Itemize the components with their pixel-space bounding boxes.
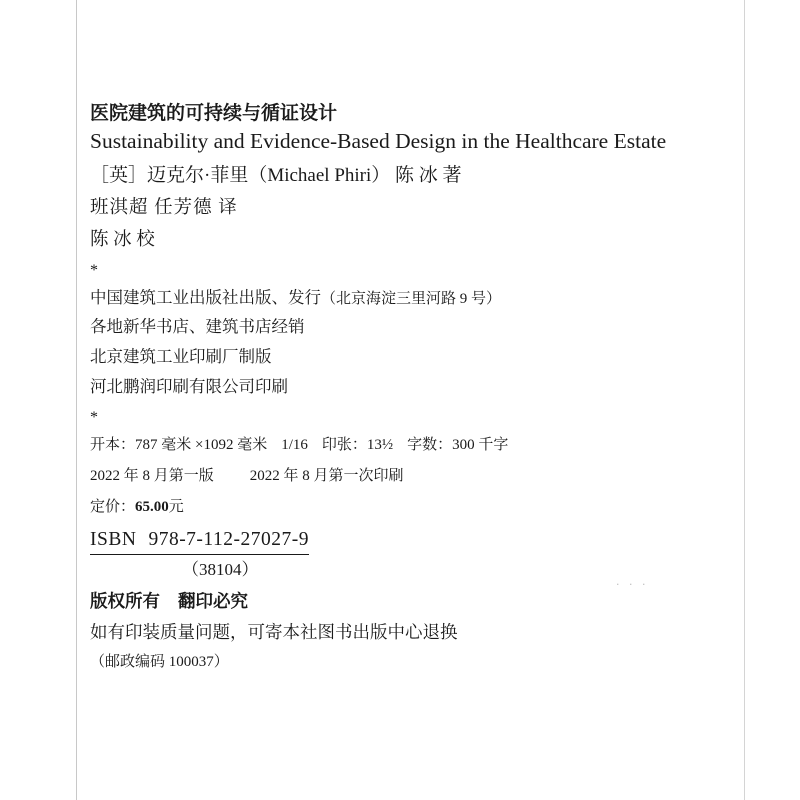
publisher-name: 中国建筑工业出版社出版、发行 [90,288,321,307]
postcode-line: （邮政编码 100037） [90,654,229,670]
title-chinese: 医院建筑的可持续与循证设计 [90,102,338,124]
translators-line: 班淇超 任芳德 译 [90,198,238,218]
printed-sheets: 印张：13½ [321,437,394,453]
price-value: 65.00 [135,499,169,515]
distributor-line: 各地新华书店、建筑书店经销 [90,317,305,336]
price-unit: 元 [168,499,184,515]
title-english: Sustainability and Evidence-Based Design in the Healthcare Estate [90,129,667,153]
prepress-line: 北京建筑工业印刷厂制版 [90,347,272,366]
copyright-line [90,594,248,612]
first-edition: 2022 年 8 月第一版 [90,468,214,484]
return-notice: 如有印装质量问题，可寄本社图书出版中心退换 [90,622,458,642]
publisher-line [90,290,501,307]
specs-line [90,438,522,453]
page-left-edge [76,0,77,800]
edition-line [90,469,404,484]
copyright-no-copy: 翻印必究 [178,592,248,612]
page-right-edge [744,0,745,800]
proofreader-line: 陈 冰 校 [90,230,155,250]
printer-line: 河北鹏润印刷有限公司印刷 [90,377,288,396]
first-printing: 2022 年 8 月第一次印刷 [249,468,404,484]
separator-star: * [90,262,98,279]
format-fraction: 1/16 [281,437,308,453]
price-label: 定价： [90,499,136,515]
faint-smudge: · · · [616,578,649,591]
isbn-label: ISBN [90,529,137,550]
price-line [90,500,184,515]
isbn-line [90,530,309,555]
format-size: 开本：787 毫米 ×1092 毫米 [90,437,268,453]
copyright-rights: 版权所有 [90,592,160,612]
word-count: 字数：300 千字 [407,437,509,453]
authors-line: ［英］迈克尔·菲里（Michael Phiri） 陈 冰 著 [90,165,462,186]
separator-star: * [90,409,98,426]
catalog-number: （38104） [182,560,259,579]
publisher-address: （北京海淀三里河路 9 号） [321,291,502,307]
isbn-number: 978-7-112-27027-9 [148,529,309,550]
